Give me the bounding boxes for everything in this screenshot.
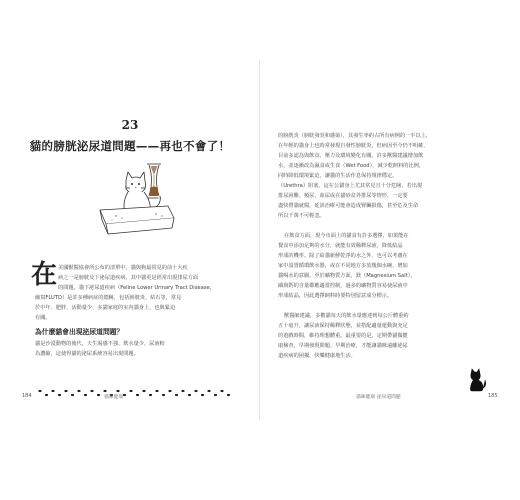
footer-text: 貓咪健康 泌尿道問題 (356, 395, 401, 400)
chapter-title: 貓的膀胱泌尿道問題——再也不會了！ (29, 139, 231, 153)
body-line: 道疾病的困擾，快樂健康地生活。 (278, 353, 356, 359)
body-line: 餐食中添加足夠的水分，就能有效稀釋尿液，降低結晶 (278, 243, 403, 249)
body-line: 在年輕的貓身上也時常發現自發性膀胱炎，但病因至今仍不明確， (278, 143, 429, 149)
body-line: 貓喝水的意願。至於礦物質方面，鎂（Magnesium Salt）、 (278, 273, 416, 279)
intro-line: 有關。 (35, 315, 51, 321)
body-line: 家中設置循環飲水器，或在不同地方多放幾個水碗，增加 (278, 263, 408, 269)
body-line: 排尿困難、頻尿、血尿或在貓砂盆外排尿等情形，一定要 (278, 193, 408, 199)
cat-litter-box-illustration-icon (92, 158, 182, 238)
intro-line: 美國獸醫協會所公布的清單中，貓與狗最常見的前十大疾 (58, 265, 188, 271)
paw-print-trail-icon (36, 387, 236, 399)
body-line: 同時降低環境緊迫，讓貓的生活作息保持規律穩定。 (278, 173, 398, 179)
body-line: （Urethra）阻塞，這在公貓身上尤其常見且十分危險，若出現 (278, 183, 423, 189)
body-line: 磷與鈣的含量都應適當控制，過多的礦物質容易使尿液中 (278, 283, 408, 289)
body-line: 為濃縮，這使得貓的泌尿系統容易出現問題。 (35, 351, 139, 357)
body-line: 貓是沙漠動物的後代，天生渴感不強、飲水量少，尿液較 (35, 341, 165, 347)
right-page (260, 0, 520, 500)
body-line: 獸醫師建議，多數貓每天的飲水量應達到每公斤體重約 (284, 313, 409, 319)
body-line: 的膀胱炎（膀胱發炎和感染），其發生率約占所有病例的一半以上， (278, 133, 432, 139)
cat-silhouette-icon (465, 368, 487, 392)
body-line: 在飲食方面，現今市面上的貓食有許多選擇，如果能在 (284, 233, 409, 239)
drop-cap: 在 (31, 260, 58, 290)
page-number: 184 (22, 393, 32, 399)
page-number: 185 (488, 393, 498, 399)
intro-line: 於中年、肥胖、活動量少、多貓家庭的室內貓身上，也與緊迫 (35, 305, 176, 311)
footer-text: 貓咪健康 (104, 395, 124, 400)
chapter-number: 23 (121, 118, 139, 132)
body-line: 形成結晶，因此選擇飼料時要特別留意成分標示。 (278, 293, 393, 299)
intro-line: 的問題。貓下泌尿道疾病（Feline Lower Urinary Tract Disease， (58, 285, 215, 291)
body-line: 康檢查，早期發現問題、早期治療，才能讓貓咪遠離泌尿 (278, 343, 408, 349)
body-line: 目前多認為與飲食、壓力及環境變化有關。許多獸醫建議增加飲 (278, 153, 424, 159)
intro-line: 病之一是膀胱及下泌尿道疾病，其中貓更是經常出現排尿方面 (58, 275, 199, 281)
intro-line: 縮寫FLUTD）是許多種病症的總稱，包括膀胱炎、結石等，常見 (35, 295, 182, 301)
body-line: 盡快帶貓就醫，延誤治療可能會造成腎臟損傷，甚至危及生命 (278, 203, 419, 209)
body-line: 水，並逐漸改為濕食或生食（Wet Food），減少乾飼料的比例， (278, 163, 425, 169)
body-line: 形成的機率。除了給貓新鮮乾淨的水之外，也可以考慮在 (278, 253, 408, 259)
body-line: 所以千萬不可輕忽。 (278, 213, 325, 219)
body-line: 五十毫升，讓尿液保持稀釋狀態，並搭配適量運動與充足 (278, 323, 408, 329)
body-line: 的遊戲時間，維持理想體重。最重要的是，定期帶貓做健 (278, 333, 408, 339)
section-subheading: 為什麼貓會出現泌尿道問題？ (35, 328, 124, 336)
